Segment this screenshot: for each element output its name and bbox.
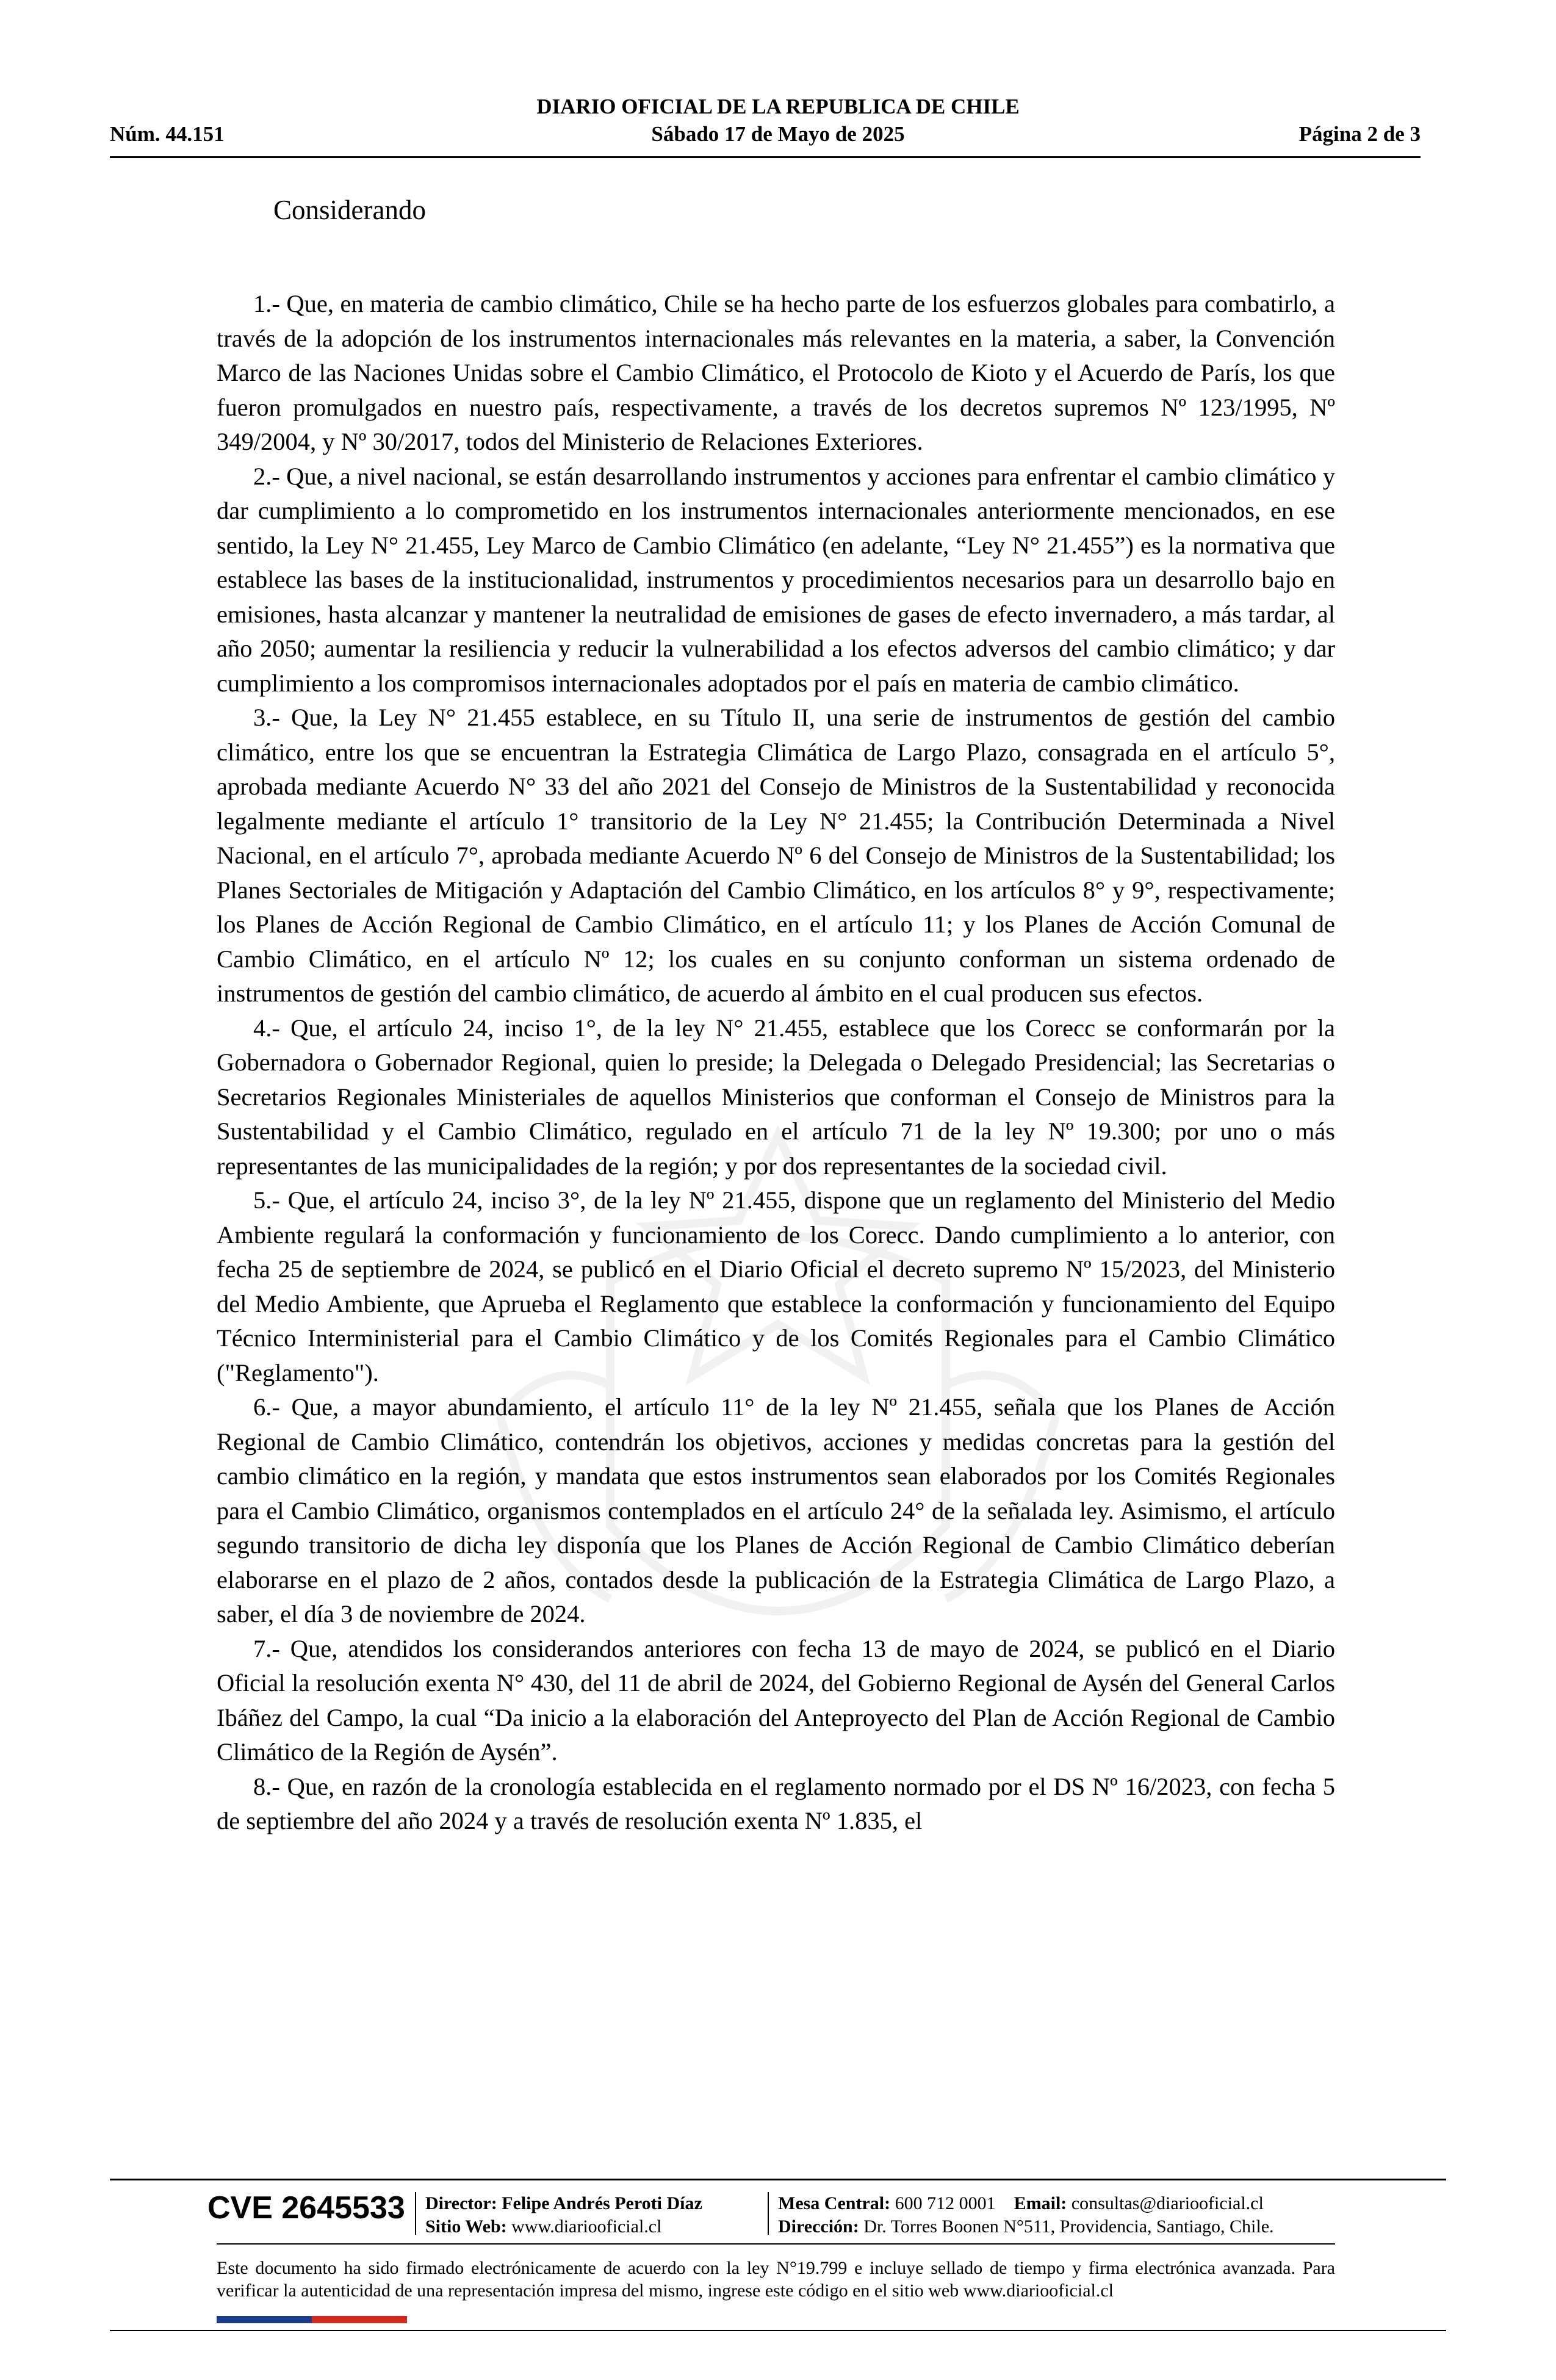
contact-line bbox=[778, 2192, 1274, 2215]
email-link[interactable]: consultas@diariooficial.cl bbox=[1071, 2193, 1264, 2213]
signature-note: Este documento ha sido firmado electrónicamente de acuerdo con la ley N°19.799 e incluye sellado de tiempo y firma electrónica avanzada. Para verificar la autenticidad de una representación impresa del mismo, ingrese este código en el sitio web www.diariooficial.cl bbox=[217, 2258, 1335, 2301]
paragraph-7: 7.- Que, atendidos los considerandos anteriores con fecha 13 de mayo de 2024, se publicó en el Diario Oficial la resolución exenta N° 430, del 11 de abril de 2024, del Gobierno Regional de Aysén del General Carlos Ibáñez del Campo, la cual “Da inicio a la elaboración del Anteproyecto del Plan de Acción Regional de Cambio Climático de la Región de Aysén”. bbox=[217, 1634, 1335, 1765]
page-indicator: Página 2 de 3 bbox=[1298, 122, 1421, 146]
flag-red-band bbox=[312, 2316, 407, 2323]
issue-date: Sábado 17 de Mayo de 2025 bbox=[651, 122, 905, 146]
flag-stripe bbox=[217, 2316, 407, 2323]
address-value: Dr. Torres Boonen N°511, Providencia, Santiago, Chile. bbox=[863, 2216, 1274, 2237]
footer-middle-divider bbox=[217, 2243, 1335, 2245]
footer-bottom-divider bbox=[110, 2330, 1446, 2331]
paragraph-4: 4.- Que, el artículo 24, inciso 1°, de la ley N° 21.455, establece que los Corecc se conformarán por la Gobernadora o Gobernador Regional, quien lo preside; la Delegada o Delegado Presidencial; las Secretarias o Secretarios Regionales Ministeriales de aquellos Ministerios que conforman el Consejo de Ministros para la Sustentabilidad y el Cambio Climático, regulado en el artículo 71 de la ley Nº 19.300; por uno o más representantes de las municipalidades de la región; y por dos representantes de la sociedad civil. bbox=[217, 1014, 1335, 1180]
address-line bbox=[778, 2215, 1274, 2238]
paragraph-2: 2.- Que, a nivel nacional, se están desarrollando instrumentos y acciones para enfrentar el cambio climático y dar cumplimiento a lo comprometido en los instrumentos internacionales anteriormente mencionados, en ese sentido, la Ley N° 21.455, Ley Marco de Cambio Climático (en adelante, “Ley N° 21.455”) es la normativa que establece las bases de la institucionalidad, instrumentos y procedimientos necesarios para un desarrollo bajo en emisiones, hasta alcanzar y mantener la neutralidad de emisiones de gases de efecto invernadero, a más tardar, al año 2050; aumentar la resiliencia y reducir la vulnerabilidad a los efectos adversos del cambio climático; y dar cumplimiento a los compromisos internacionales adoptados por el país en materia de cambio climático. bbox=[217, 462, 1335, 697]
section-title: Considerando bbox=[273, 195, 426, 225]
document-body bbox=[217, 287, 1335, 1839]
footer-top-divider bbox=[110, 2179, 1446, 2180]
address-label: Dirección: bbox=[778, 2216, 859, 2237]
paragraph-1: 1.- Que, en materia de cambio climático, Chile se ha hecho parte de los esfuerzos globales para combatirlo, a través de la adopción de los instrumentos internacionales más relevantes en la materia, a saber, la Convención Marco de las Naciones Unidas sobre el Cambio Climático, el Protocolo de Kioto y el Acuerdo de París, los que fueron promulgados en nuestro país, respectivamente, a través de los decretos supremos Nº 123/1995, Nº 349/2004, y Nº 30/2017, todos del Ministerio de Relaciones Exteriores. bbox=[217, 290, 1335, 455]
footer-separator bbox=[415, 2192, 416, 2235]
director-label: Director: bbox=[425, 2193, 497, 2213]
footer-separator bbox=[768, 2192, 769, 2235]
paragraph-6: 6.- Que, a mayor abundamiento, el artículo 11° de la ley Nº 21.455, señala que los Planes de Acción Regional de Cambio Climático, contendrán los objetivos, acciones y medidas concretas para la gestión del cambio climático en la región, y mandata que estos instrumentos sean elaborados por los Comités Regionales para el Cambio Climático, organismos contemplados en el artículo 24° de la señalada ley. Asimismo, el artículo segundo transitorio de dicha ley disponía que los Planes de Acción Regional de Cambio Climático deberían elaborarse en el plazo de 2 años, contados desde la publicación de la Estrategia Climática de Largo Plazo, a saber, el día 3 de noviembre de 2024. bbox=[217, 1393, 1335, 1628]
site-line bbox=[425, 2215, 702, 2238]
header-divider bbox=[110, 156, 1421, 158]
footer-director-block bbox=[425, 2192, 702, 2238]
phone-label: Mesa Central: bbox=[778, 2193, 891, 2213]
site-label: Sitio Web: bbox=[425, 2216, 507, 2237]
paragraph-5: 5.- Que, el artículo 24, inciso 3°, de la ley Nº 21.455, dispone que un reglamento del Ministerio del Medio Ambiente regulará la conformación y funcionamiento de los Corecc. Dando cumplimiento a lo anterior, con fecha 25 de septiembre de 2024, se publicó en el Diario Oficial el decreto supremo Nº 15/2023, del Ministerio del Medio Ambiente, que Aprueba el Reglamento que establece la conformación y funcionamiento del Equipo Técnico Interministerial para el Cambio Climático y de los Comités Regionales para el Cambio Climático ("Reglamento"). bbox=[217, 1186, 1335, 1387]
phone-value: 600 712 0001 bbox=[895, 2193, 996, 2213]
newspaper-title: DIARIO OFICIAL DE LA REPUBLICA DE CHILE bbox=[536, 95, 1020, 118]
director-name: Felipe Andrés Peroti Díaz bbox=[502, 2193, 702, 2213]
paragraph-8: 8.- Que, en razón de la cronología establecida en el reglamento normado por el DS Nº 16/2023, con fecha 5 de septiembre del año 2024 y a través de resolución exenta Nº 1.835, el bbox=[217, 1772, 1335, 1834]
flag-blue-band bbox=[217, 2316, 312, 2323]
paragraph-3: 3.- Que, la Ley N° 21.455 establece, en su Título II, una serie de instrumentos de gestión del cambio climático, entre los que se encuentran la Estrategia Climática de Largo Plazo, consagrada en el artículo 5°, aprobada mediante Acuerdo N° 33 del año 2021 del Consejo de Ministros de la Sustentabilidad y reconocida legalmente mediante el artículo 1° transitorio de la Ley N° 21.455; la Contribución Determinada a Nivel Nacional, en el artículo 7°, aprobada mediante Acuerdo Nº 6 del Consejo de Ministros de la Sustentabilidad; los Planes Sectoriales de Mitigación y Adaptación del Cambio Climático, en los artículos 8° y 9°, respectivamente; los Planes de Acción Regional de Cambio Climático, en el artículo 11; y los Planes de Acción Comunal de Cambio Climático, en el artículo Nº 12; los cuales en su conjunto conforman un sistema ordenado de instrumentos de gestión del cambio climático, de acuerdo al ámbito en el cual producen sus efectos. bbox=[217, 704, 1335, 1007]
issue-number: Núm. 44.151 bbox=[110, 122, 225, 146]
director-line bbox=[425, 2192, 702, 2215]
email-label: Email: bbox=[1014, 2193, 1067, 2213]
footer-contact-block bbox=[778, 2192, 1274, 2238]
site-link[interactable]: www.diariooficial.cl bbox=[511, 2216, 662, 2237]
cve-code: CVE 2645533 bbox=[207, 2190, 405, 2226]
